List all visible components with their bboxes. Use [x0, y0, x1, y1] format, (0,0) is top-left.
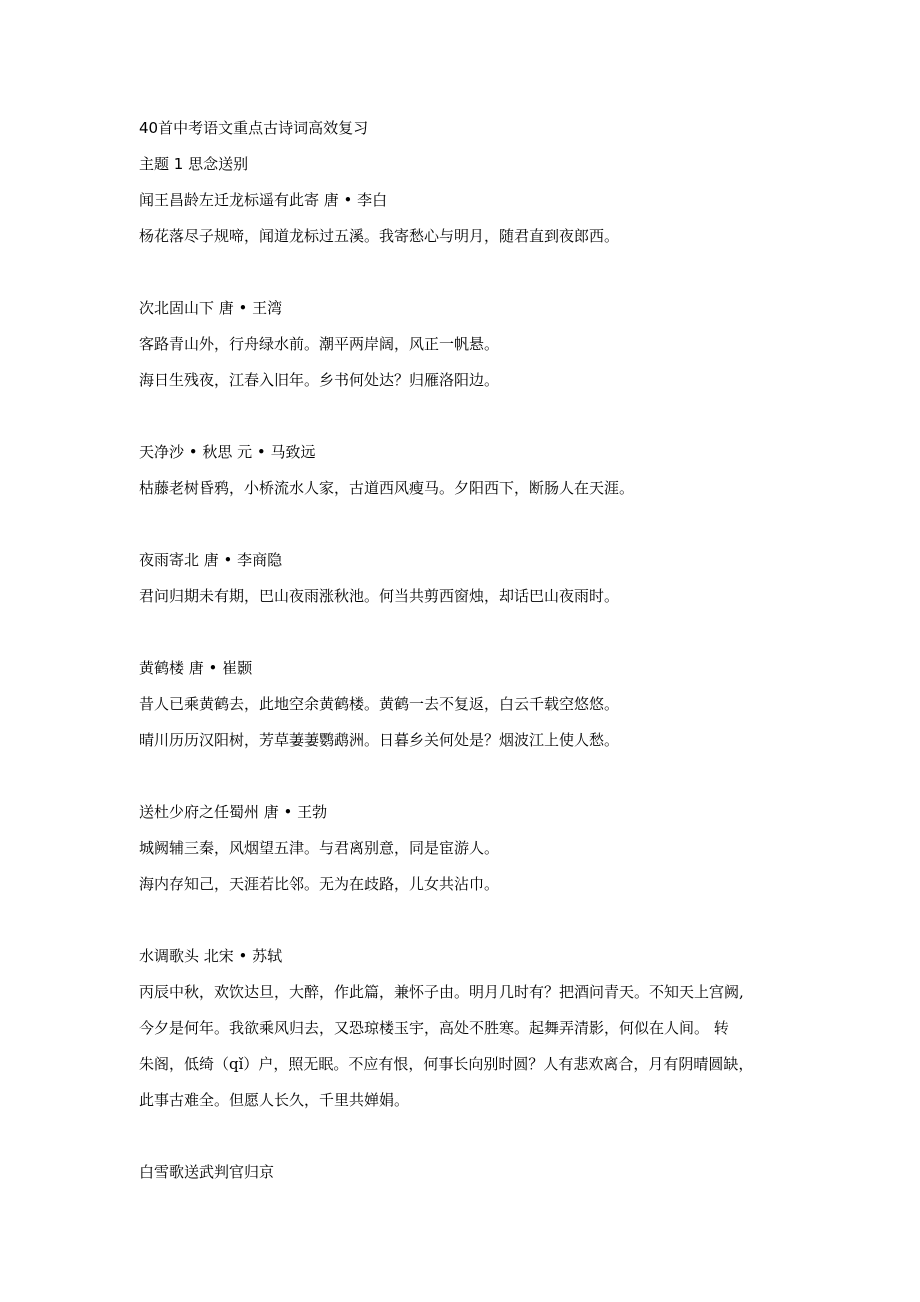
poem-heading: 天净沙 • 秋思 元 • 马致远 — [139, 443, 316, 461]
poem-line: 晴川历历汉阳树，芳草萋萋鹦鹉洲。日暮乡关何处是？烟波江上使人愁。 — [139, 731, 620, 749]
poem-heading: 黄鹤楼 唐 • 崔颢 — [139, 659, 253, 677]
poem-line: 君问归期未有期，巴山夜雨涨秋池。何当共剪西窗烛，却话巴山夜雨时。 — [139, 587, 620, 605]
poem-line: 昔人已乘黄鹤去，此地空余黄鹤楼。黄鹤一去不复返，白云千载空悠悠。 — [139, 695, 620, 713]
document-title: 40首中考语文重点古诗词高效复习 — [139, 119, 369, 137]
poem-separator — [139, 407, 789, 443]
poem-separator — [139, 263, 789, 299]
poem-heading: 夜雨寄北 唐 • 李商隐 — [139, 551, 283, 569]
poem-line: 今夕是何年。我欲乘风归去，又恐琼楼玉宇，高处不胜寒。起舞弄清影，何似在人间。 转 — [139, 1019, 729, 1037]
poem-separator — [139, 911, 789, 947]
poem-separator — [139, 767, 789, 803]
poem-separator — [139, 623, 789, 659]
poem-line: 丙辰中秋，欢饮达旦，大醉，作此篇，兼怀子由。明月几时有？把酒问青天。不知天上宫阙, — [139, 983, 744, 1001]
poem-heading: 送杜少府之任蜀州 唐 • 王勃 — [139, 803, 328, 821]
theme-heading: 主题 1 思念送别 — [139, 155, 249, 173]
poem-separator — [139, 1127, 789, 1163]
poem-paragraph — [139, 983, 789, 1109]
poem-heading: 水调歌头 北宋 • 苏轼 — [139, 947, 283, 965]
poem-line: 城阙辅三秦，风烟望五津。与君离别意，同是宦游人。 — [139, 839, 500, 857]
poem-heading: 白雪歌送武判官归京 — [139, 1163, 275, 1181]
document-body — [139, 119, 789, 1199]
poem-heading: 次北固山下 唐 • 王湾 — [139, 299, 283, 317]
poem-separator — [139, 515, 789, 551]
poem-heading: 闻王昌龄左迁龙标遥有此寄 唐 • 李白 — [139, 191, 388, 209]
poem-line: 客路青山外，行舟绿水前。潮平两岸阔，风正一帆悬。 — [139, 335, 500, 353]
poem-line: 海日生残夜，江春入旧年。乡书何处达？归雁洛阳边。 — [139, 371, 500, 389]
poem-line: 海内存知己，天涯若比邻。无为在歧路，儿女共沾巾。 — [139, 875, 500, 893]
poem-line: 枯藤老树昏鸦，小桥流水人家，古道西风瘦马。夕阳西下，断肠人在天涯。 — [139, 479, 635, 497]
poem-line: 杨花落尽子规啼，闻道龙标过五溪。我寄愁心与明月，随君直到夜郎西。 — [139, 227, 620, 245]
poem-line: 朱阁，低绮（qǐ）户，照无眠。不应有恨，何事长向别时圆？人有悲欢离合，月有阴晴圆缺， — [139, 1055, 754, 1073]
poem-line: 此事古难全。但愿人长久，千里共婵娟。 — [139, 1091, 410, 1109]
